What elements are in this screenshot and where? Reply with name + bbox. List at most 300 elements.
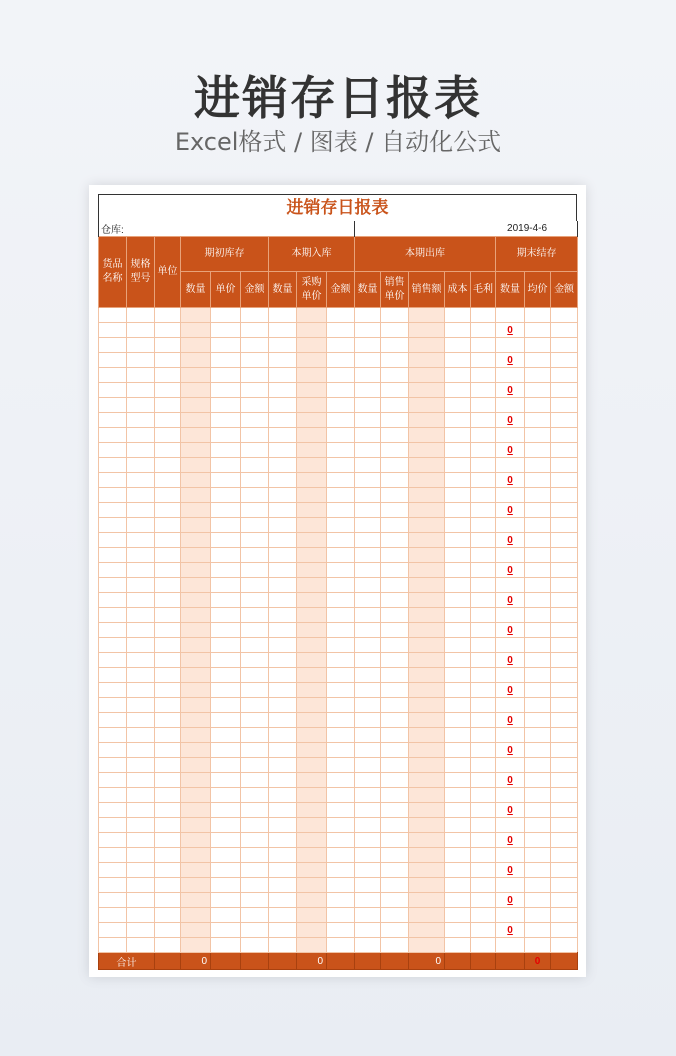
- cell[interactable]: [496, 308, 525, 323]
- cell[interactable]: [155, 578, 181, 593]
- cell[interactable]: [471, 698, 496, 713]
- cell[interactable]: [241, 698, 269, 713]
- cell[interactable]: [241, 488, 269, 503]
- cell[interactable]: [409, 578, 445, 593]
- cell[interactable]: [181, 563, 211, 578]
- cell[interactable]: [355, 353, 381, 368]
- cell[interactable]: [127, 488, 155, 503]
- cell[interactable]: [471, 563, 496, 578]
- cell[interactable]: [211, 578, 241, 593]
- cell[interactable]: [155, 368, 181, 383]
- cell[interactable]: [127, 683, 155, 698]
- cell[interactable]: [211, 698, 241, 713]
- cell[interactable]: [241, 923, 269, 938]
- cell[interactable]: [127, 833, 155, 848]
- cell[interactable]: [155, 908, 181, 923]
- cell[interactable]: [496, 488, 525, 503]
- cell[interactable]: [409, 308, 445, 323]
- cell[interactable]: [445, 548, 471, 563]
- cell[interactable]: [445, 863, 471, 878]
- cell[interactable]: [155, 443, 181, 458]
- cell[interactable]: [99, 473, 127, 488]
- cell[interactable]: [127, 443, 155, 458]
- cell[interactable]: [297, 548, 327, 563]
- cell[interactable]: [297, 863, 327, 878]
- cell[interactable]: [211, 593, 241, 608]
- cell[interactable]: [381, 668, 409, 683]
- cell[interactable]: [181, 713, 211, 728]
- cell[interactable]: [327, 908, 355, 923]
- cell[interactable]: [241, 668, 269, 683]
- cell[interactable]: [269, 863, 297, 878]
- cell[interactable]: [327, 383, 355, 398]
- cell[interactable]: [241, 758, 269, 773]
- cell[interactable]: [241, 518, 269, 533]
- cell[interactable]: [551, 923, 578, 938]
- cell[interactable]: [525, 878, 551, 893]
- cell[interactable]: [525, 938, 551, 953]
- cell[interactable]: [297, 668, 327, 683]
- cell[interactable]: [297, 428, 327, 443]
- cell[interactable]: [269, 383, 297, 398]
- cell[interactable]: [471, 803, 496, 818]
- cell[interactable]: [269, 338, 297, 353]
- cell[interactable]: [471, 578, 496, 593]
- cell[interactable]: [297, 383, 327, 398]
- cell[interactable]: [525, 893, 551, 908]
- cell[interactable]: [471, 368, 496, 383]
- cell[interactable]: [241, 398, 269, 413]
- cell[interactable]: [327, 833, 355, 848]
- cell[interactable]: [155, 743, 181, 758]
- cell[interactable]: [381, 758, 409, 773]
- cell[interactable]: [297, 743, 327, 758]
- cell[interactable]: [127, 803, 155, 818]
- cell[interactable]: [99, 593, 127, 608]
- cell[interactable]: [355, 368, 381, 383]
- cell[interactable]: [99, 458, 127, 473]
- cell[interactable]: [355, 833, 381, 848]
- cell[interactable]: [381, 863, 409, 878]
- cell[interactable]: [181, 578, 211, 593]
- cell[interactable]: [496, 848, 525, 863]
- cell[interactable]: [496, 938, 525, 953]
- cell[interactable]: [471, 893, 496, 908]
- cell[interactable]: [155, 938, 181, 953]
- cell[interactable]: [127, 353, 155, 368]
- cell[interactable]: [127, 818, 155, 833]
- cell[interactable]: [381, 398, 409, 413]
- cell[interactable]: [445, 518, 471, 533]
- cell[interactable]: [445, 608, 471, 623]
- cell[interactable]: [471, 878, 496, 893]
- cell[interactable]: [445, 563, 471, 578]
- cell[interactable]: [211, 728, 241, 743]
- cell[interactable]: [99, 443, 127, 458]
- cell[interactable]: [381, 533, 409, 548]
- cell[interactable]: [181, 413, 211, 428]
- cell[interactable]: [525, 428, 551, 443]
- cell[interactable]: [496, 608, 525, 623]
- cell[interactable]: [551, 428, 578, 443]
- cell[interactable]: [445, 488, 471, 503]
- cell[interactable]: [99, 668, 127, 683]
- cell[interactable]: [381, 818, 409, 833]
- cell[interactable]: [327, 488, 355, 503]
- cell[interactable]: [525, 848, 551, 863]
- cell[interactable]: [181, 833, 211, 848]
- ending-qty-cell[interactable]: 0: [496, 773, 525, 788]
- cell[interactable]: [327, 758, 355, 773]
- cell[interactable]: [181, 788, 211, 803]
- cell[interactable]: [381, 503, 409, 518]
- cell[interactable]: [445, 878, 471, 893]
- cell[interactable]: [471, 758, 496, 773]
- cell[interactable]: [99, 698, 127, 713]
- cell[interactable]: [269, 428, 297, 443]
- cell[interactable]: [155, 893, 181, 908]
- ending-qty-cell[interactable]: 0: [496, 413, 525, 428]
- cell[interactable]: [471, 488, 496, 503]
- cell[interactable]: [297, 518, 327, 533]
- cell[interactable]: [409, 383, 445, 398]
- cell[interactable]: [241, 503, 269, 518]
- cell[interactable]: [127, 413, 155, 428]
- cell[interactable]: [327, 473, 355, 488]
- cell[interactable]: [155, 398, 181, 413]
- cell[interactable]: [99, 893, 127, 908]
- cell[interactable]: [525, 473, 551, 488]
- ending-qty-cell[interactable]: 0: [496, 923, 525, 938]
- cell[interactable]: [127, 593, 155, 608]
- cell[interactable]: [241, 878, 269, 893]
- cell[interactable]: [155, 728, 181, 743]
- cell[interactable]: [327, 713, 355, 728]
- cell[interactable]: [269, 758, 297, 773]
- cell[interactable]: [327, 353, 355, 368]
- cell[interactable]: [355, 323, 381, 338]
- cell[interactable]: [211, 608, 241, 623]
- cell[interactable]: [155, 863, 181, 878]
- cell[interactable]: [181, 668, 211, 683]
- cell[interactable]: [496, 578, 525, 593]
- cell[interactable]: [445, 758, 471, 773]
- cell[interactable]: [155, 353, 181, 368]
- cell[interactable]: [269, 698, 297, 713]
- cell[interactable]: [269, 578, 297, 593]
- cell[interactable]: [551, 398, 578, 413]
- cell[interactable]: [409, 398, 445, 413]
- cell[interactable]: [551, 728, 578, 743]
- cell[interactable]: [445, 503, 471, 518]
- cell[interactable]: [471, 533, 496, 548]
- ending-qty-cell[interactable]: 0: [496, 473, 525, 488]
- cell[interactable]: [155, 503, 181, 518]
- cell[interactable]: [99, 908, 127, 923]
- cell[interactable]: [471, 428, 496, 443]
- cell[interactable]: [445, 743, 471, 758]
- cell[interactable]: [355, 893, 381, 908]
- cell[interactable]: [99, 338, 127, 353]
- cell[interactable]: [211, 638, 241, 653]
- cell[interactable]: [445, 698, 471, 713]
- cell[interactable]: [327, 578, 355, 593]
- cell[interactable]: [381, 563, 409, 578]
- cell[interactable]: [381, 683, 409, 698]
- cell[interactable]: [181, 893, 211, 908]
- cell[interactable]: [381, 698, 409, 713]
- cell[interactable]: [127, 863, 155, 878]
- cell[interactable]: [355, 488, 381, 503]
- cell[interactable]: [155, 638, 181, 653]
- cell[interactable]: [181, 608, 211, 623]
- ending-qty-cell[interactable]: 0: [496, 533, 525, 548]
- cell[interactable]: [471, 503, 496, 518]
- cell[interactable]: [471, 713, 496, 728]
- cell[interactable]: [525, 383, 551, 398]
- cell[interactable]: [327, 308, 355, 323]
- cell[interactable]: [155, 593, 181, 608]
- cell[interactable]: [241, 848, 269, 863]
- cell[interactable]: [127, 338, 155, 353]
- cell[interactable]: [181, 548, 211, 563]
- cell[interactable]: [355, 698, 381, 713]
- ending-qty-cell[interactable]: 0: [496, 593, 525, 608]
- cell[interactable]: [525, 458, 551, 473]
- ending-qty-cell[interactable]: 0: [496, 863, 525, 878]
- cell[interactable]: [241, 533, 269, 548]
- cell[interactable]: [241, 728, 269, 743]
- cell[interactable]: [381, 593, 409, 608]
- cell[interactable]: [181, 878, 211, 893]
- cell[interactable]: [297, 773, 327, 788]
- cell[interactable]: [269, 608, 297, 623]
- cell[interactable]: [181, 383, 211, 398]
- cell[interactable]: [241, 893, 269, 908]
- cell[interactable]: [496, 518, 525, 533]
- cell[interactable]: [381, 923, 409, 938]
- cell[interactable]: [471, 923, 496, 938]
- cell[interactable]: [241, 578, 269, 593]
- cell[interactable]: [525, 818, 551, 833]
- cell[interactable]: [99, 803, 127, 818]
- ending-qty-cell[interactable]: 0: [496, 623, 525, 638]
- cell[interactable]: [211, 458, 241, 473]
- cell[interactable]: [127, 713, 155, 728]
- cell[interactable]: [551, 608, 578, 623]
- cell[interactable]: [525, 533, 551, 548]
- cell[interactable]: [297, 443, 327, 458]
- cell[interactable]: [551, 863, 578, 878]
- cell[interactable]: [181, 368, 211, 383]
- cell[interactable]: [211, 338, 241, 353]
- cell[interactable]: [99, 368, 127, 383]
- cell[interactable]: [269, 713, 297, 728]
- cell[interactable]: [471, 848, 496, 863]
- cell[interactable]: [297, 368, 327, 383]
- cell[interactable]: [409, 773, 445, 788]
- cell[interactable]: [241, 863, 269, 878]
- cell[interactable]: [381, 323, 409, 338]
- cell[interactable]: [241, 818, 269, 833]
- cell[interactable]: [409, 683, 445, 698]
- cell[interactable]: [381, 353, 409, 368]
- ending-qty-cell[interactable]: 0: [496, 323, 525, 338]
- cell[interactable]: [445, 653, 471, 668]
- cell[interactable]: [355, 458, 381, 473]
- cell[interactable]: [327, 638, 355, 653]
- cell[interactable]: [181, 533, 211, 548]
- cell[interactable]: [551, 383, 578, 398]
- cell[interactable]: [525, 548, 551, 563]
- cell[interactable]: [496, 818, 525, 833]
- cell[interactable]: [409, 488, 445, 503]
- cell[interactable]: [355, 683, 381, 698]
- cell[interactable]: [445, 833, 471, 848]
- cell[interactable]: [445, 908, 471, 923]
- cell[interactable]: [327, 938, 355, 953]
- cell[interactable]: [211, 548, 241, 563]
- ending-qty-cell[interactable]: 0: [496, 503, 525, 518]
- cell[interactable]: [445, 383, 471, 398]
- cell[interactable]: [241, 338, 269, 353]
- cell[interactable]: [269, 488, 297, 503]
- cell[interactable]: [445, 533, 471, 548]
- ending-qty-cell[interactable]: 0: [496, 383, 525, 398]
- cell[interactable]: [409, 893, 445, 908]
- cell[interactable]: [327, 563, 355, 578]
- cell[interactable]: [381, 443, 409, 458]
- cell[interactable]: [381, 803, 409, 818]
- cell[interactable]: [269, 323, 297, 338]
- cell[interactable]: [211, 758, 241, 773]
- cell[interactable]: [181, 398, 211, 413]
- cell[interactable]: [99, 428, 127, 443]
- cell[interactable]: [525, 743, 551, 758]
- cell[interactable]: [445, 788, 471, 803]
- cell[interactable]: [355, 518, 381, 533]
- cell[interactable]: [381, 728, 409, 743]
- cell[interactable]: [409, 908, 445, 923]
- cell[interactable]: [496, 698, 525, 713]
- cell[interactable]: [181, 518, 211, 533]
- cell[interactable]: [551, 773, 578, 788]
- cell[interactable]: [211, 368, 241, 383]
- cell[interactable]: [269, 803, 297, 818]
- cell[interactable]: [297, 713, 327, 728]
- cell[interactable]: [99, 653, 127, 668]
- cell[interactable]: [496, 458, 525, 473]
- cell[interactable]: [155, 428, 181, 443]
- cell[interactable]: [155, 653, 181, 668]
- cell[interactable]: [551, 578, 578, 593]
- cell[interactable]: [525, 338, 551, 353]
- cell[interactable]: [155, 668, 181, 683]
- cell[interactable]: [327, 428, 355, 443]
- cell[interactable]: [409, 713, 445, 728]
- cell[interactable]: [327, 623, 355, 638]
- cell[interactable]: [155, 698, 181, 713]
- cell[interactable]: [327, 518, 355, 533]
- cell[interactable]: [99, 323, 127, 338]
- cell[interactable]: [409, 518, 445, 533]
- cell[interactable]: [525, 398, 551, 413]
- cell[interactable]: [355, 923, 381, 938]
- cell[interactable]: [551, 758, 578, 773]
- cell[interactable]: [155, 473, 181, 488]
- cell[interactable]: [445, 893, 471, 908]
- cell[interactable]: [381, 308, 409, 323]
- cell[interactable]: [297, 398, 327, 413]
- cell[interactable]: [496, 758, 525, 773]
- cell[interactable]: [127, 458, 155, 473]
- cell[interactable]: [297, 323, 327, 338]
- cell[interactable]: [445, 473, 471, 488]
- cell[interactable]: [241, 413, 269, 428]
- cell[interactable]: [181, 503, 211, 518]
- cell[interactable]: [445, 803, 471, 818]
- ending-qty-cell[interactable]: 0: [496, 683, 525, 698]
- cell[interactable]: [471, 458, 496, 473]
- cell[interactable]: [241, 473, 269, 488]
- cell[interactable]: [409, 728, 445, 743]
- cell[interactable]: [409, 833, 445, 848]
- cell[interactable]: [241, 563, 269, 578]
- cell[interactable]: [241, 908, 269, 923]
- cell[interactable]: [409, 368, 445, 383]
- cell[interactable]: [241, 308, 269, 323]
- cell[interactable]: [269, 593, 297, 608]
- cell[interactable]: [355, 533, 381, 548]
- cell[interactable]: [471, 548, 496, 563]
- cell[interactable]: [181, 848, 211, 863]
- cell[interactable]: [155, 323, 181, 338]
- cell[interactable]: [551, 833, 578, 848]
- cell[interactable]: [355, 563, 381, 578]
- cell[interactable]: [181, 743, 211, 758]
- cell[interactable]: [327, 413, 355, 428]
- cell[interactable]: [327, 368, 355, 383]
- cell[interactable]: [471, 668, 496, 683]
- cell[interactable]: [99, 788, 127, 803]
- cell[interactable]: [297, 593, 327, 608]
- cell[interactable]: [409, 698, 445, 713]
- cell[interactable]: [155, 818, 181, 833]
- cell[interactable]: [327, 668, 355, 683]
- cell[interactable]: [445, 713, 471, 728]
- cell[interactable]: [496, 728, 525, 743]
- cell[interactable]: [445, 728, 471, 743]
- cell[interactable]: [355, 668, 381, 683]
- cell[interactable]: [355, 308, 381, 323]
- cell[interactable]: [269, 743, 297, 758]
- cell[interactable]: [241, 773, 269, 788]
- cell[interactable]: [297, 638, 327, 653]
- cell[interactable]: [327, 818, 355, 833]
- cell[interactable]: [445, 413, 471, 428]
- cell[interactable]: [181, 863, 211, 878]
- cell[interactable]: [445, 638, 471, 653]
- cell[interactable]: [155, 413, 181, 428]
- cell[interactable]: [297, 818, 327, 833]
- cell[interactable]: [211, 713, 241, 728]
- cell[interactable]: [241, 623, 269, 638]
- cell[interactable]: [269, 818, 297, 833]
- cell[interactable]: [471, 863, 496, 878]
- cell[interactable]: [127, 788, 155, 803]
- cell[interactable]: [99, 488, 127, 503]
- cell[interactable]: [127, 548, 155, 563]
